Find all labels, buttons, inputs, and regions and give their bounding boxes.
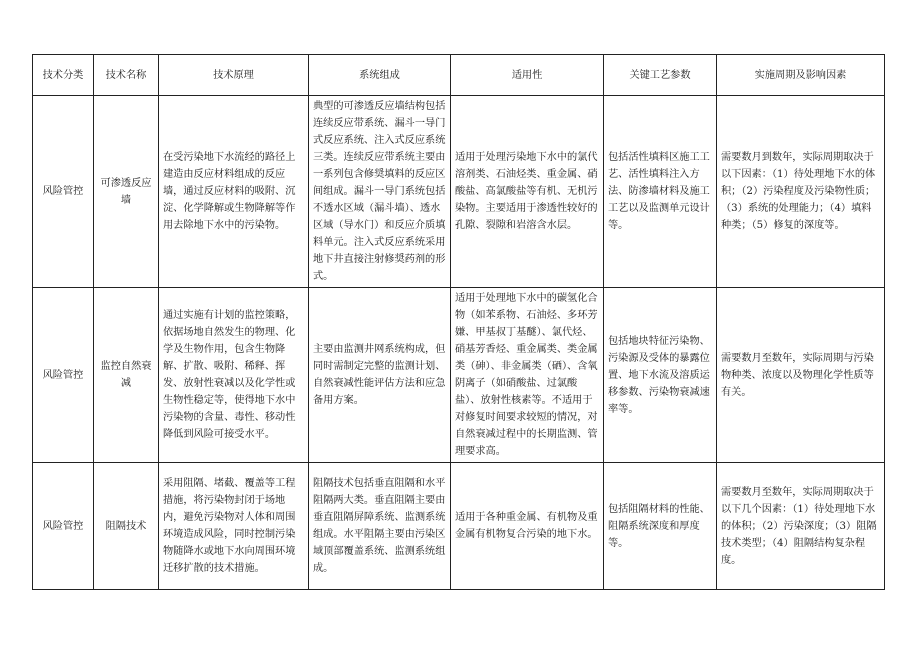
cell-category: 风险管控: [33, 288, 94, 463]
cell-category: 风险管控: [33, 96, 94, 288]
cell-composition: 阻隔技术包括垂直阻隔和水平阻隔两大类。垂直阻隔主要由垂直阻隔屏障系统、监测系统组成。水平阻隔主要由污染区域顶部覆盖系统、监测系统组成。: [309, 463, 451, 590]
cell-composition: 典型的可渗透反应墙结构包括连续反应带系统、漏斗一导门式反应系统、注入式反应系统三类。连续反应带系统主要由一系列包含修奨填料的反应区间组成。漏斗一导门系统包括不透水区域（漏斗墙）、透水区域（导水门）和反应介质填料单元。注入式反应系统采用地下井直接注射修奨药剂的形式。: [309, 96, 451, 288]
cell-composition: 主要由监测井网系统构成，但同时需制定完整的监测计划、自然衰减性能评估方法和应急备用方案。: [309, 288, 451, 463]
cell-parameters: 包括活性填料区施工工艺、活性填料注入方法、防渗墙材料及施工工艺以及监测单元设计等。: [604, 96, 717, 288]
table-row: [33, 288, 885, 463]
table-row: [33, 96, 885, 288]
header-period: 实施周期及影响因素: [717, 55, 885, 96]
cell-applicability: 适用于处理污染地下水中的氯代溶剂类、石油烃类、重金属、硝酸盐、高氯酸盐等有机、无机污染物。主要适用于渗透性较好的孔隙、裂隙和岩溶含水层。: [451, 96, 604, 288]
header-composition: 系统组成: [309, 55, 451, 96]
header-category: 技术分类: [33, 55, 94, 96]
header-name: 技术名称: [94, 55, 159, 96]
cell-category: 风险管控: [33, 463, 94, 590]
header-parameters: 关键工艺参数: [604, 55, 717, 96]
header-row: [33, 55, 885, 96]
cell-period: 需要数月到数年，实际周期取决于以下因素：（1）待处理地下水的体积；（2）污染程度及污染物性质；（3）系统的处理能力；（4）填料种类；（5）修复的深度等。: [717, 96, 885, 288]
cell-name: 可渗透反应墙: [94, 96, 159, 288]
cell-period: 需要数月至数年，实际周期与污染物种类、浓度以及物理化学性质等有关。: [717, 288, 885, 463]
header-principle: 技术原理: [159, 55, 309, 96]
cell-principle: 在受污染地下水流经的路径上建造由反应材料组成的反应墙，通过反应材料的吸附、沉淀、化学降解或生物降解等作用去除地下水中的污染物。: [159, 96, 309, 288]
header-applicability: 适用性: [451, 55, 604, 96]
table-row: [33, 463, 885, 590]
cell-period: 需要数月至数年，实际周期取决于以下几个因素：（1）待处理地下水的体积；（2）污染深度；（3）阻隔技术类型；（4）阻隔结构复杂程度。: [717, 463, 885, 590]
cell-name: 阻隔技术: [94, 463, 159, 590]
cell-principle: 采用阻隔、堵截、覆盖等工程措施，将污染物封闭于场地内，避免污染物对人体和周围环境造成风险，同时控制污染物随降水或地下水向周围环境迁移扩散的技术措施。: [159, 463, 309, 590]
technology-table: [32, 54, 885, 590]
cell-parameters: 包括地块特征污染物、污染源及受体的暴露位置、地下水流及溶质运移参数、污染物衰减速率等。: [604, 288, 717, 463]
cell-principle: 通过实施有计划的监控策略，依据场地自然发生的物理、化学及生物作用，包含生物降解、扩散、吸附、稀释、挥发、放射性衰减以及化学性或生物性稳定等，使得地下水中污染物的含量、毒性、移动性降低到风险可接受水平。: [159, 288, 309, 463]
cell-applicability: 适用于处理地下水中的碳氢化合物（如苯系物、石油烃、多环芳嫌、甲基叔丁基醚）、氯代烃、硝基芳香烃、重金属类、类金属类（砷）、非金属类（硒）、含氧阴离子（如硝酸盐、过氯酸盐）、放射性核素等。不适用于对修复时间要求较短的情况，对自然衰减过程中的长期监测、管理要求高。: [451, 288, 604, 463]
cell-parameters: 包括阻隔材料的性能、阻隔系统深度和厚度等。: [604, 463, 717, 590]
cell-name: 监控自然衰减: [94, 288, 159, 463]
cell-applicability: 适用于各种重金属、有机物及重金属有机物复合污染的地下水。: [451, 463, 604, 590]
